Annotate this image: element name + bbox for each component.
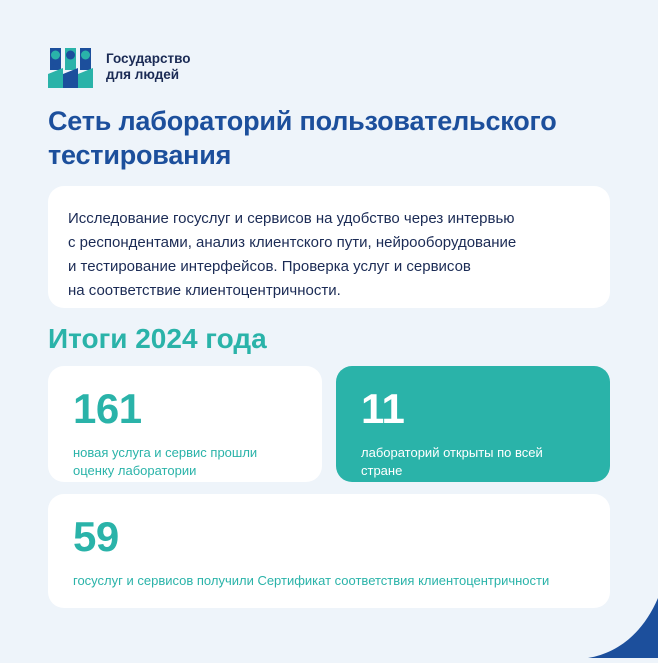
stat-value: 59 [73,513,119,560]
stat-label: лабораторий открыты по всей стране [361,445,543,478]
page-title: Сеть лабораторий пользовательского тестирования [48,106,557,170]
stat-card-labs-opened [336,366,610,482]
brand-logo-icon [48,48,94,88]
stat-value: 161 [73,385,142,432]
stat-card-certificates [48,494,610,608]
stat-card-services-evaluated [48,366,322,482]
stat-label: новая услуга и сервис прошли оценку лаборатории [73,445,258,478]
stat-label: госуслуг и сервисов получили Сертификат соответствия клиентоцентричности [73,573,550,588]
stat-value: 11 [361,385,405,432]
results-heading: Итоги 2024 года [48,323,267,354]
description-card [48,186,610,308]
brand-name: Государство для людей [106,51,191,82]
description-text: Исследование госуслуг и сервисов на удобство через интервью с респондентами, анализ клиентского пути, нейрооборудование и тестирование интерфейсов. Проверка услуг и сервисов на соответствие клиентоцентричности. [68,210,517,299]
corner-decoration-icon [588,598,658,658]
